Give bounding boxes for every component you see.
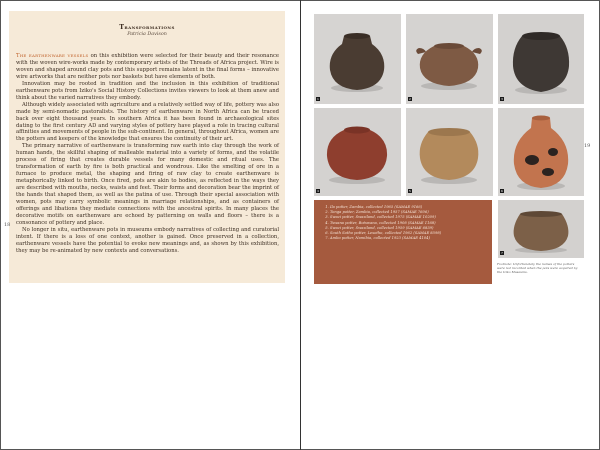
photo-credit-note: Footnote: Unfortunately the names of the potters were not recorded when the pots were acquired by the Iziko Museums. <box>497 262 578 275</box>
caption-item: 7. Ambo potter, Namibia, collected 1923 (SAMAE 4104) <box>330 236 486 241</box>
essay-panel <box>9 11 285 283</box>
caption-item: 3. Swazi potter, Swaziland, collected 1975 (SAMAE 10209) <box>330 215 486 220</box>
essay-header <box>9 11 285 37</box>
photo-number: 7 <box>501 251 503 255</box>
pot-illustration <box>406 108 493 196</box>
pot-photo-6 <box>498 108 584 196</box>
photo-number: 4 <box>317 189 319 193</box>
pot-photo-3 <box>498 14 584 104</box>
pot-photo-4 <box>314 108 401 196</box>
caption-item: 6. South Sotho potter, Lesotho, collected 1962 (SAMAE 8598) <box>330 231 486 236</box>
essay-paragraph-4: The primary narrative of earthenware is transforming raw earth into clay through the work of human hands, the skillful shaping of malleable material into a variety of forms, and the volatile process of firing that creates durable vessels for many domestic and ritual uses. The transformation of earth by fire is both practical and wondrous. Like the smelting of ore in a furnace to produce metal, the shaping and firing of raw clay to create earthenware is metaphorically linked to birth. Once fired, pots are akin to bodies, as reflected in the ways they are described with mouths, necks, waists and feet. Their forms and decoration bear the imprint of the hands that shaped them, as well as the patina of use. Through their special association with women, pots may carry symbolic meanings in marriage relationships, and as containers of offerings and libations they mediate connections with the ancestral spirits. In many places the decorative motifs on earthenware are echoed by patterning on walls and floors – there is a consonance of pottery and place. <box>16 143 279 226</box>
caption-item: 5. Swazi potter, Swaziland, collected 1959 (SAMAE 6839) <box>330 226 486 231</box>
page-number-right: 19 <box>584 143 591 149</box>
caption-item: 1. Ila potter, Zambia, collected 1965 (SAMAE 9166) <box>330 205 486 210</box>
pot-photo-7 <box>498 200 584 258</box>
caption-list <box>314 200 492 241</box>
essay-paragraph-5: No longer in situ, earthenware pots in museums embody narratives of collecting and curatorial intent. If there is a loss of one context, another is gained. Once preserved in a collection, earthenware vessels have the potential to evoke new meanings and, as shown by this exhibition, they may be re-animated by new contexts and conversations. <box>16 226 279 254</box>
lead-in-text: The earthenware vessels <box>16 53 89 59</box>
essay-title: Transformations <box>119 23 175 31</box>
paragraph-text: on this exhibition were selected for their beauty and their resonance with the woven wire-works made by contemporary artists of the Threads of Africa project. Wire is woven and shaped around clay pots and this support remains latent in the final forms – innovative wire artworks that are neither pots nor baskets but have elements of both. <box>16 53 279 80</box>
caption-panel <box>314 200 492 284</box>
essay-paragraph-2: Innovation may be rooted in tradition and the inclusion in this exhibition of traditional earthenware pots from Iziko's Social History Collections invites viewers to look at them anew and think about the varied narratives they embody. <box>16 80 279 101</box>
spine-divider <box>300 0 301 450</box>
essay-paragraph-3: Although widely associated with agriculture and a relatively settled way of life, pottery was also made by semi-nomadic pastoralists. The history of earthenware in North Africa can be traced back over eight thousand years. In southern Africa it has been found in archaeological sites dating to the first century AD and varying styles of pottery have played a role in tracing cultural affinities and movements of people in the sub-continent. In general, throughout Africa, women are the potters and keepers of the knowledge that ensures the continuity of their art. <box>16 101 279 143</box>
photo-number: 1 <box>317 97 319 101</box>
pot-illustration <box>498 200 584 258</box>
photo-number: 5 <box>409 189 411 193</box>
pot-illustration <box>314 108 401 196</box>
pot-illustration <box>314 14 401 104</box>
pot-illustration <box>498 108 584 196</box>
essay-author: Patricia Davison <box>127 32 167 37</box>
pot-illustration <box>406 14 493 104</box>
pot-photo-1 <box>314 14 401 104</box>
pot-illustration <box>498 14 584 104</box>
page-number-left: 18 <box>4 222 11 228</box>
photo-number: 3 <box>501 97 503 101</box>
caption-item: 2. Tonga potter, Zambia, collected 1957 (SAMAE 7606) <box>330 210 486 215</box>
pot-photo-2 <box>406 14 493 104</box>
photo-number: 2 <box>409 97 411 101</box>
pot-photo-5 <box>406 108 493 196</box>
essay-body <box>16 53 279 255</box>
essay-paragraph-1 <box>16 53 279 81</box>
caption-item: 4. Tswana potter, Botswana, collected 1908 (SAMAE 1168) <box>330 221 486 226</box>
photo-number: 6 <box>501 189 503 193</box>
